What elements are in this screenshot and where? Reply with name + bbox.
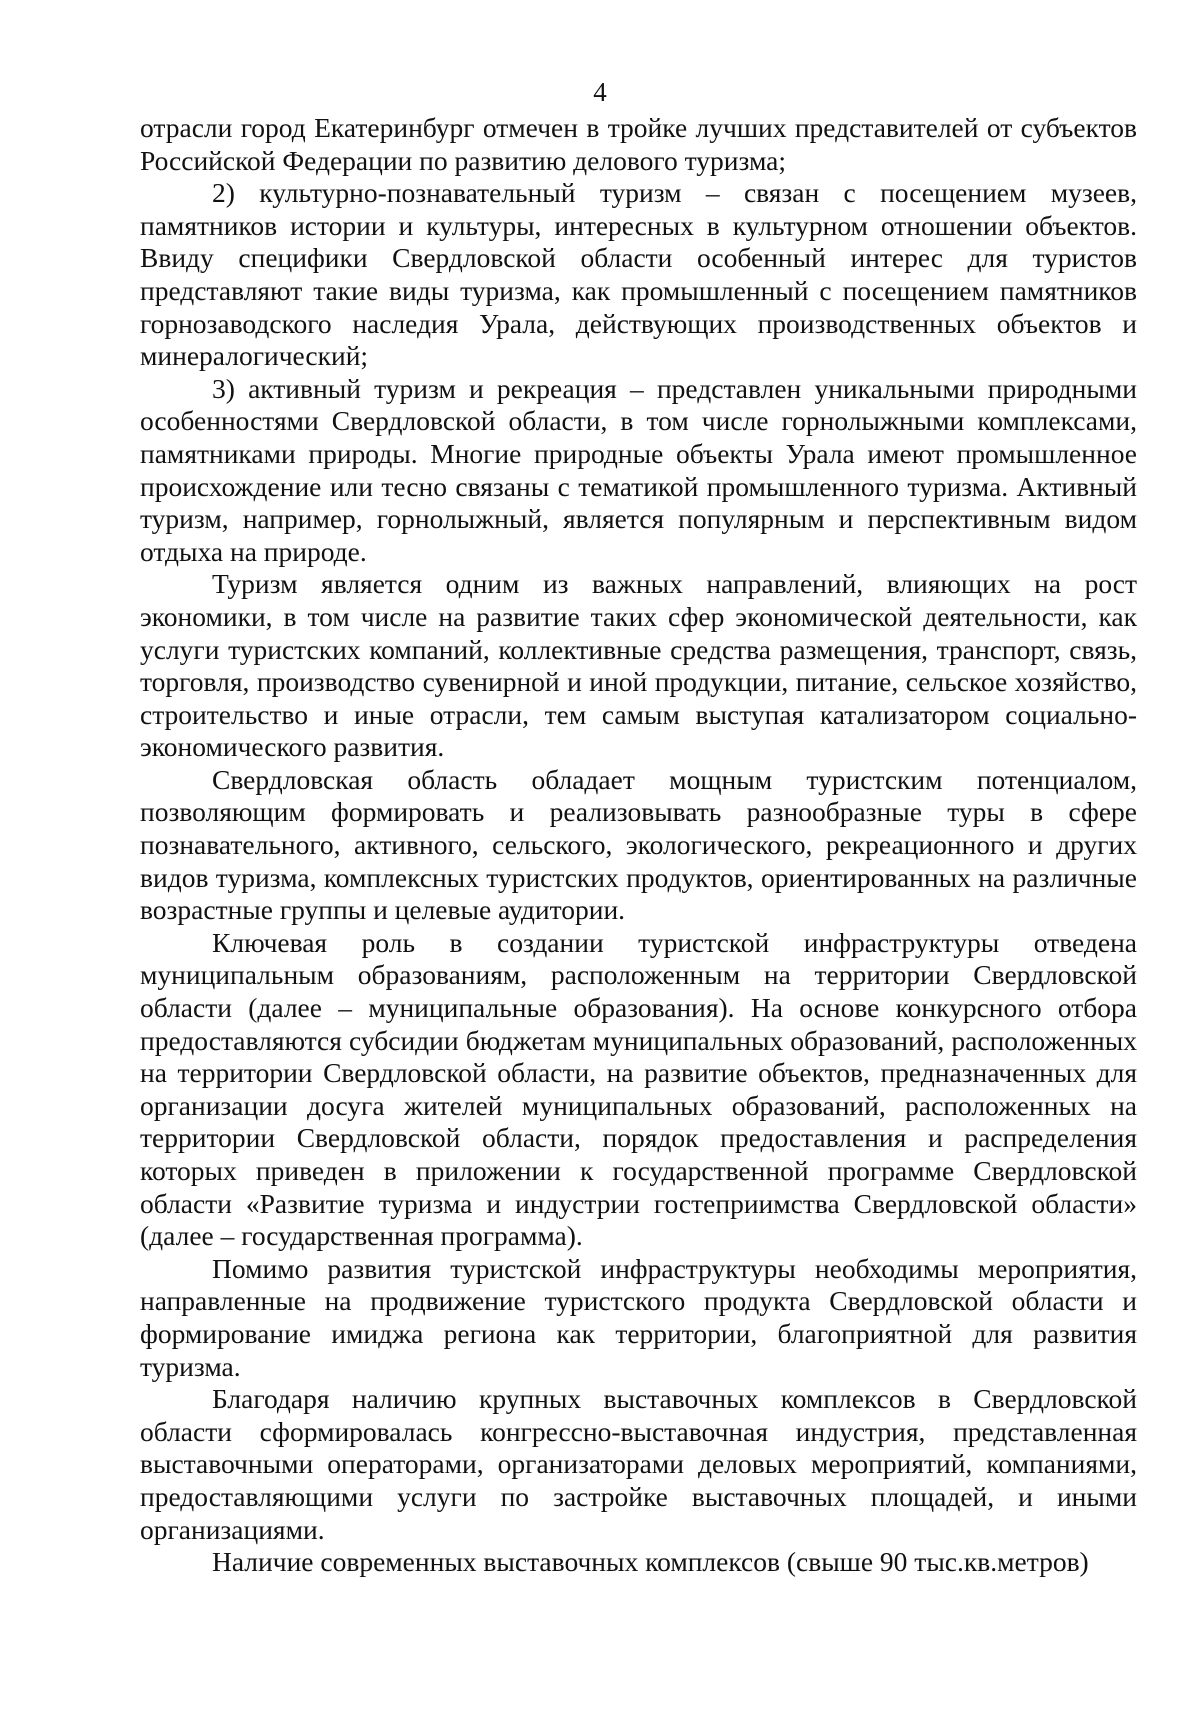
page-number: 4 [593,77,607,107]
paragraph-exhibition-industry: Благодаря наличию крупных выставочных комплексов в Свердловской области сформировалась конгрессно-выставочная индустрия, представленная выставочными операторами, организаторами деловых мероприятий, компаниями, предоставляющими услуги по застройке выставочных площадей, и иными организациями. [140,1383,1137,1545]
paragraph-exhibition-complexes: Наличие современных выставочных комплексов (свыше 90 тыс.кв.метров) [212,1546,1089,1578]
paragraph-active-tourism: 3) активный туризм и рекреация – представлен уникальными природными особенностями Свердловской области, в том числе горнолыжными комплексами, памятниками природы. Многие природные объекты Урала имеют промышленное происхождение или тесно связаны с тематикой промышленного туризма. Активный туризм, например, горнолыжный, является популярным и перспективным видом отдыха на природе. [140,372,1137,567]
paragraph-cultural-tourism: 2) культурно-познавательный туризм – связан с посещением музеев, памятников истории и культуры, интересных в культурном отношении объектов. Ввиду специфики Свердловской области особенный интерес для туристов представляют такие виды туризма, как промышленный с посещением памятников горнозаводского наследия Урала, действующих производственных объектов и минералогический; [140,177,1137,372]
paragraph-continuation: отрасли город Екатеринбург отмечен в тройке лучших представителей от субъектов Российской Федерации по развитию делового туризма; [140,112,1137,176]
body-text [140,112,1137,1579]
paragraph-infrastructure: Ключевая роль в создании туристской инфраструктуры отведена муниципальным образованиям, расположенным на территории Свердловской области (далее – муниципальные образования). На основе конкурсного отбора предоставляются субсидии бюджетам муниципальных образований, расположенных на территории Свердловской области, на развитие объектов, предназначенных для организации досуга жителей муниципальных образований, расположенных на территории Свердловской области, порядок предоставления и распределения которых приведен в приложении к государственной программе Свердловской области «Развитие туризма и индустрии гостеприимства Свердловской области» (далее – государственная программа). [140,926,1137,1252]
paragraph-tourism-economy: Туризм является одним из важных направлений, влияющих на рост экономики, в том числе на развитие таких сфер экономической деятельности, как услуги туристских компаний, коллективные средства размещения, транспорт, связь, торговля, производство сувенирной и иной продукции, питание, сельское хозяйство, строительство и иные отрасли, тем самым выступая катализатором социально-экономического развития. [140,568,1137,763]
paragraph-promotion: Помимо развития туристской инфраструктуры необходимы мероприятия, направленные на продвижение туристского продукта Свердловской области и формирование имиджа региона как территории, благоприятной для развития туризма. [140,1252,1137,1382]
paragraph-region-potential: Свердловская область обладает мощным туристским потенциалом, позволяющим формировать и реализовывать разнообразные туры в сфере познавательного, активного, сельского, экологического, рекреационного и других видов туризма, комплексных туристских продуктов, ориентированных на различные возрастные группы и целевые аудитории. [140,763,1137,926]
